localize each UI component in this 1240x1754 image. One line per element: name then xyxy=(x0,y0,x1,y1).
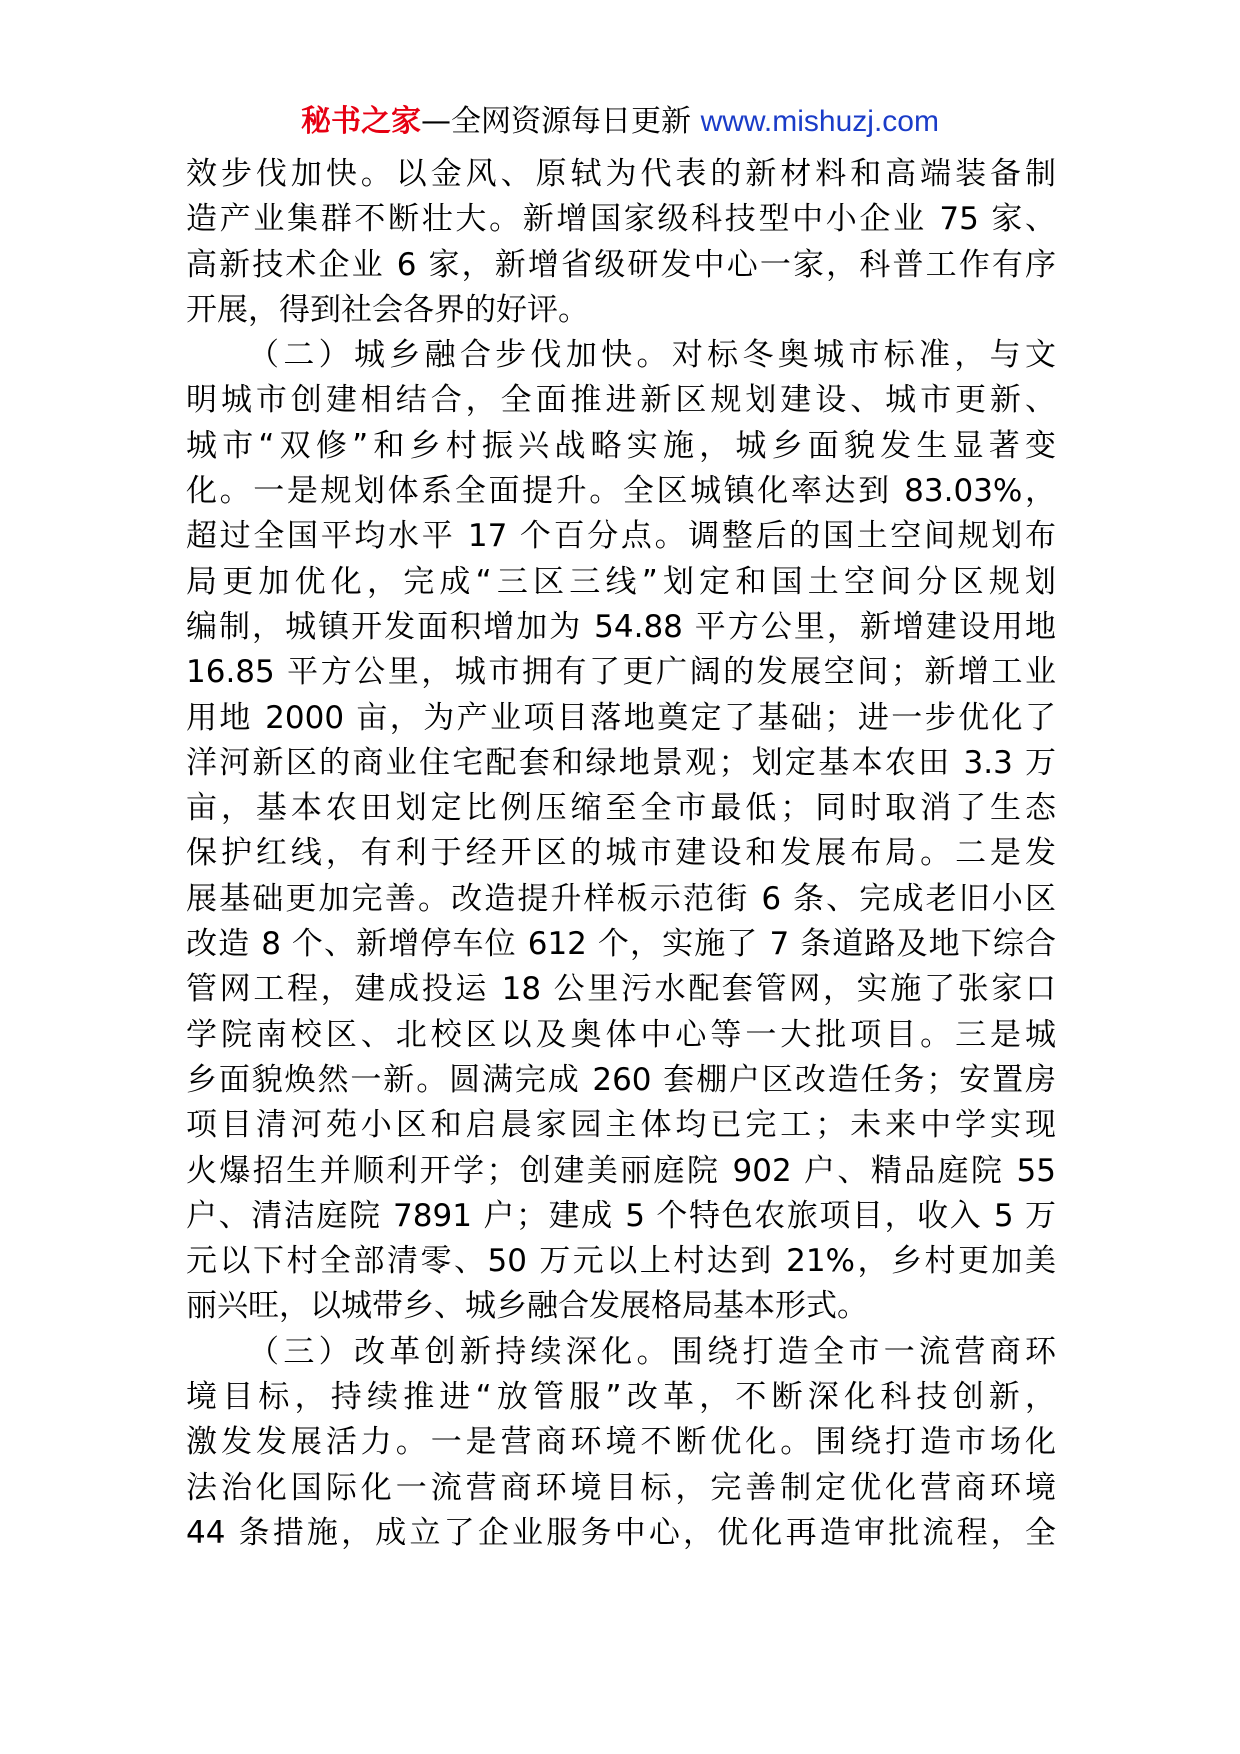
text-line: 境目标，持续推进“放管服”改革，不断深化科技创新， xyxy=(186,1379,1056,1416)
site-url-link[interactable]: www.mishuzj.com xyxy=(700,105,939,138)
document-body xyxy=(186,152,1056,1556)
brand-name: 秘书之家 xyxy=(301,104,422,139)
text-line: 效步伐加快。以金风、原轼为代表的新材料和高端装备制 xyxy=(186,156,1056,192)
text-line: 户、清洁庭院 7891 户；建成 5 个特色农旅项目，收入 5 万 xyxy=(186,1197,1056,1234)
text-line: 化。一是规划体系全面提升。全区城镇化率达到 83.03%， xyxy=(186,473,1056,510)
text-line: 激发发展活力。一是营商环境不断优化。围绕打造市场化 xyxy=(186,1424,1056,1461)
text-line: 城市“双修”和乡村振兴战略实施，城乡面貌发生显著变 xyxy=(186,427,1056,464)
text-line: 展基础更加完善。改造提升样板示范街 6 条、完成老旧小区 xyxy=(186,880,1056,917)
text-line: 局更加优化，完成“三区三线”划定和国土空间分区规划 xyxy=(186,563,1056,600)
text-line: 明城市创建相结合，全面推进新区规划建设、城市更新、 xyxy=(186,382,1056,419)
text-line: 亩，基本农田划定比例压缩至全市最低；同时取消了生态 xyxy=(186,790,1056,827)
text-line: 项目清河苑小区和启晨家园主体均已完工；未来中学实现 xyxy=(186,1107,1056,1144)
text-line: 元以下村全部清零、50 万元以上村达到 21%，乡村更加美 xyxy=(186,1243,1056,1280)
text-line: 高新技术企业 6 家，新增省级研发中心一家，科普工作有序 xyxy=(186,246,1056,283)
text-line: 火爆招生并顺利开学；创建美丽庭院 902 户、精品庭院 55 xyxy=(186,1152,1056,1189)
text-line: 用地 2000 亩，为产业项目落地奠定了基础；进一步优化了 xyxy=(186,699,1056,736)
section-heading-line: （三）改革创新持续深化。围绕打造全市一流营商环 xyxy=(248,1333,1056,1370)
page-header xyxy=(0,100,1240,144)
text-line: 44 条措施，成立了企业服务中心，优化再造审批流程，全 xyxy=(186,1514,1056,1551)
text-line: 16.85 平方公里，城市拥有了更广阔的发展空间；新增工业 xyxy=(186,654,1056,691)
text-line: 学院南校区、北校区以及奥体中心等一大批项目。三是城 xyxy=(186,1016,1056,1053)
text-line: 超过全国平均水平 17 个百分点。调整后的国土空间规划布 xyxy=(186,518,1056,555)
text-line: 保护红线，有利于经开区的城市建设和发展布局。二是发 xyxy=(186,835,1056,872)
text-line: 丽兴旺，以城带乡、城乡融合发展格局基本形式。 xyxy=(186,1288,868,1325)
text-line: 管网工程，建成投运 18 公里污水配套管网，实施了张家口 xyxy=(186,971,1056,1008)
text-line: 洋河新区的商业住宅配套和绿地景观；划定基本农田 3.3 万 xyxy=(186,744,1056,781)
header-slogan: —全网资源每日更新 xyxy=(421,104,701,139)
text-line: 乡面貌焕然一新。圆满完成 260 套棚户区改造任务；安置房 xyxy=(186,1061,1056,1098)
text-line: 编制，城镇开发面积增加为 54.88 平方公里，新增建设用地 xyxy=(186,608,1056,645)
text-line: 法治化国际化一流营商环境目标，完善制定优化营商环境 xyxy=(186,1469,1056,1506)
text-line: 开展，得到社会各界的好评。 xyxy=(186,291,589,328)
section-heading-line: （二）城乡融合步伐加快。对标冬奥城市标准，与文 xyxy=(248,337,1056,374)
text-line: 造产业集群不断壮大。新增国家级科技型中小企业 75 家、 xyxy=(186,201,1056,238)
text-line: 改造 8 个、新增停车位 612 个，实施了 7 条道路及地下综合 xyxy=(186,926,1056,963)
